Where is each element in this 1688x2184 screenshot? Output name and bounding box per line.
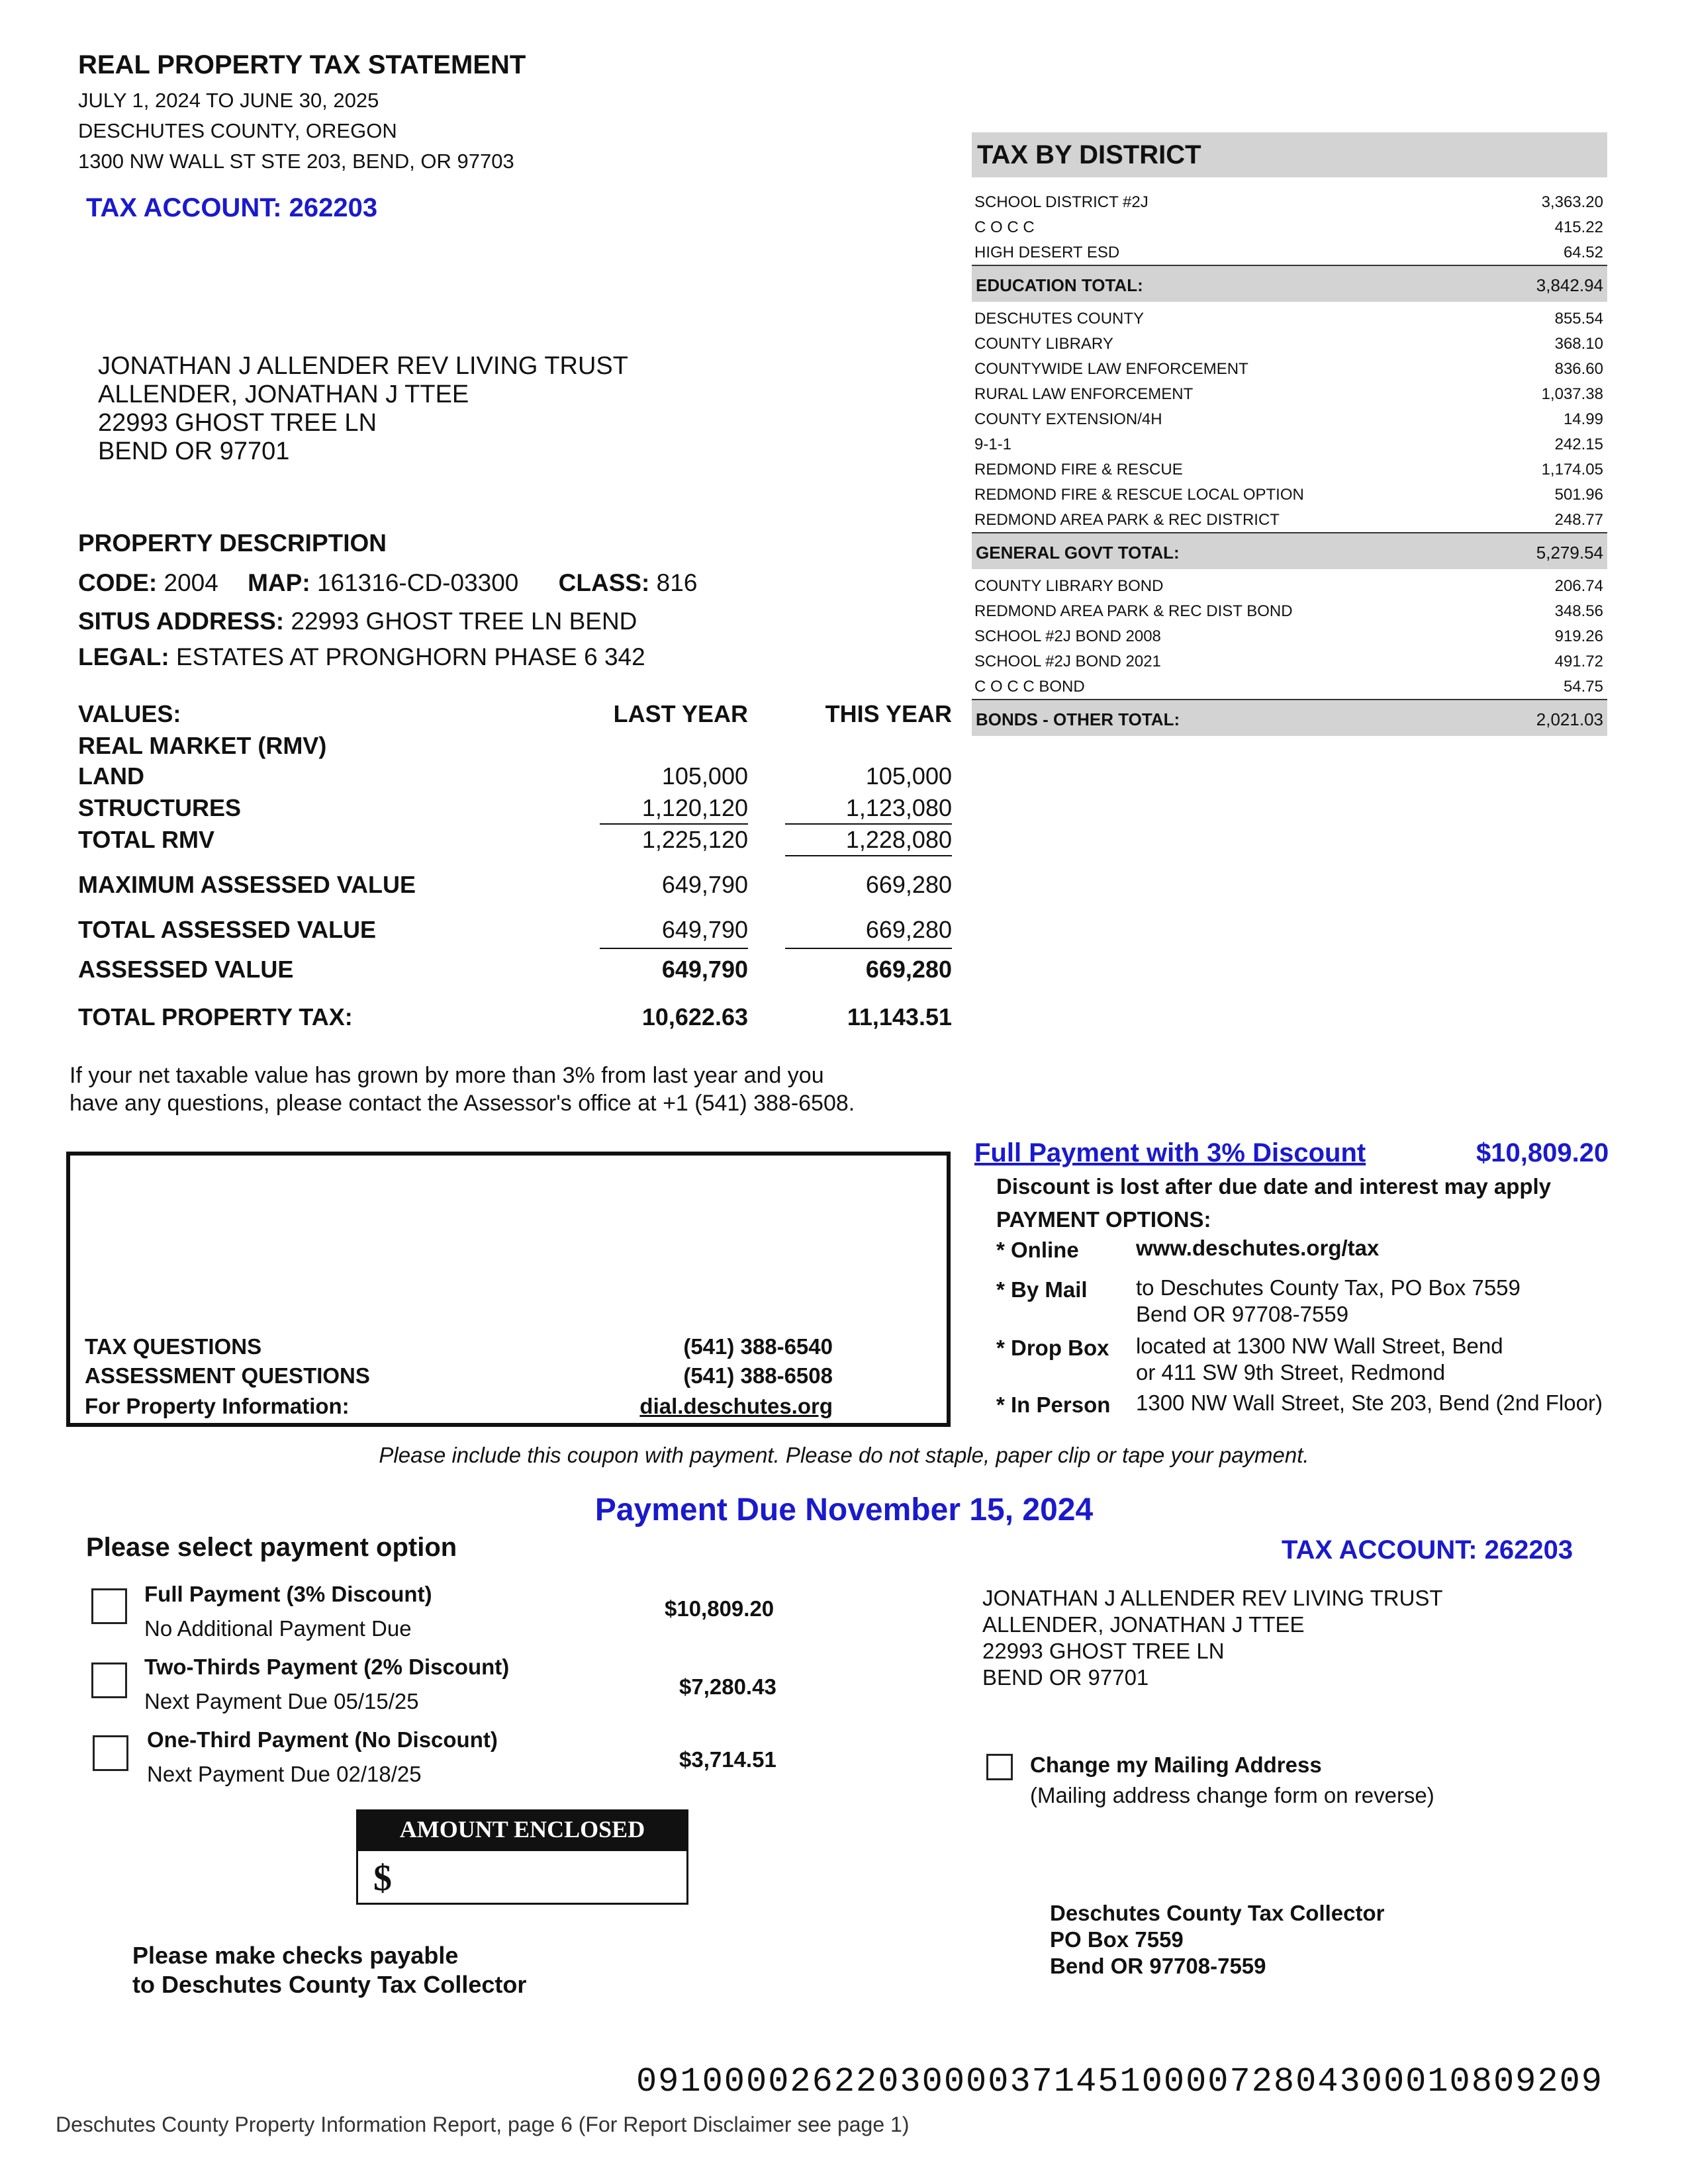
value-row-total-assessed (78, 916, 952, 946)
row-label: MAXIMUM ASSESSED VALUE (78, 871, 416, 898)
drop-box-line-1: located at 1300 NW Wall Street, Bend (1136, 1334, 1503, 1358)
row-label: TOTAL RMV (78, 826, 214, 853)
row-label: ASSESSED VALUE (78, 956, 294, 983)
district-name: SCHOOL #2J BOND 2021 (974, 653, 1161, 670)
situs-address (78, 608, 637, 635)
class-value: 816 (656, 569, 698, 596)
collector-line-1: Deschutes County Tax Collector (1050, 1901, 1385, 1925)
note-line-2: have any questions, please contact the Assessor's office at +1 (541) 388-6508. (70, 1091, 855, 1116)
district-row (974, 649, 1603, 674)
district-row (974, 674, 1603, 699)
option-amount: $10,809.20 (665, 1596, 774, 1621)
total-amount: 3,842.94 (1536, 275, 1603, 295)
district-row (974, 189, 1603, 214)
legal-value: ESTATES AT PRONGHORN PHASE 6 342 (175, 643, 645, 670)
rmv-label: REAL MARKET (RMV) (78, 732, 327, 759)
situs-label: SITUS ADDRESS: (78, 608, 285, 635)
values-label: VALUES: (78, 700, 181, 727)
district-amount: 415.22 (1554, 218, 1603, 236)
dollar-sign: $ (373, 1858, 392, 1899)
last-year-value: 10,622.63 (641, 1003, 748, 1030)
property-info-link[interactable]: dial.deschutes.org (639, 1394, 833, 1418)
this-year-value: 105,000 (865, 762, 952, 790)
district-name: REDMOND AREA PARK & REC DISTRICT (974, 511, 1280, 529)
ocr-scanline: 091000026220300003714510000728043000108092​09 (635, 2062, 1603, 2101)
assessment-questions-label: ASSESSMENT QUESTIONS (85, 1363, 370, 1388)
code-value: 2004 (164, 569, 218, 596)
last-year-value: 1,225,120 (641, 826, 748, 853)
option-subtitle: Next Payment Due 05/15/25 (144, 1689, 419, 1713)
district-amount: 242.15 (1554, 435, 1603, 453)
district-name: COUNTYWIDE LAW ENFORCEMENT (974, 360, 1248, 378)
property-description-title: PROPERTY DESCRIPTION (78, 529, 387, 557)
online-label: * Online (996, 1238, 1079, 1262)
by-mail-label: * By Mail (996, 1277, 1088, 1302)
drop-box-line-2: or 411 SW 9th Street, Redmond (1136, 1360, 1446, 1385)
property-info-label: For Property Information: (85, 1394, 350, 1418)
by-mail-line-1: to Deschutes County Tax, PO Box 7559 (1136, 1275, 1521, 1300)
district-name: SCHOOL DISTRICT #2J (974, 193, 1149, 211)
amount-enclosed-field[interactable] (356, 1849, 688, 1905)
code-label: CODE: (78, 569, 158, 596)
district-row (974, 381, 1603, 406)
district-name: HIGH DESERT ESD (974, 244, 1120, 261)
district-amount: 855.54 (1554, 310, 1603, 328)
by-mail-value (1136, 1275, 1521, 1328)
district-amount: 1,037.38 (1541, 385, 1603, 403)
last-year-value: 105,000 (661, 762, 748, 790)
underline (600, 948, 748, 949)
district-row (974, 482, 1603, 507)
mailing-line-2: ALLENDER, JONATHAN J TTEE (982, 1612, 1305, 1637)
net-value-note (70, 1062, 970, 1117)
district-row (974, 432, 1603, 457)
mailing-line-1: JONATHAN J ALLENDER REV LIVING TRUST (982, 1586, 1443, 1610)
county-address: 1300 NW WALL ST STE 203, BEND, OR 97703 (78, 150, 514, 173)
note-line-1: If your net taxable value has grown by more than 3% from last year and you (70, 1063, 824, 1088)
option-subtitle: Next Payment Due 02/18/25 (147, 1762, 422, 1786)
value-row-structures (78, 794, 952, 825)
full-payment-discount-link[interactable]: Full Payment with 3% Discount (974, 1138, 1366, 1167)
amount-enclosed-header: AMOUNT ENCLOSED (356, 1809, 688, 1849)
last-year-value: 649,790 (661, 956, 748, 983)
row-label: TOTAL ASSESSED VALUE (78, 916, 377, 943)
district-amount: 1,174.05 (1541, 461, 1603, 478)
district-amount: 14.99 (1563, 410, 1603, 428)
district-row (974, 356, 1603, 381)
drop-box-label: * Drop Box (996, 1336, 1109, 1360)
values-header (78, 700, 952, 731)
map-label: MAP: (248, 569, 310, 596)
drop-box-value (1136, 1333, 1503, 1386)
option-amount: $7,280.43 (679, 1674, 776, 1699)
district-row (974, 573, 1603, 598)
row-label: STRUCTURES (78, 794, 242, 821)
district-amount: 919.26 (1554, 627, 1603, 645)
general-govt-total-row (972, 533, 1607, 569)
value-row-total-rmv (78, 826, 952, 856)
district-row (974, 623, 1603, 649)
option-title: One-Third Payment (No Discount) (147, 1727, 498, 1752)
payment-due-date: Payment Due November 15, 2024 (594, 1492, 1094, 1527)
district-row (974, 331, 1603, 356)
mailing-line-4: BEND OR 97701 (982, 1665, 1149, 1690)
map-value: 161316-CD-03300 (316, 569, 519, 596)
this-year-header: THIS YEAR (825, 700, 952, 727)
situs-value: 22993 GHOST TREE LN BEND (291, 608, 637, 635)
district-amount: 64.52 (1563, 244, 1603, 261)
underline (785, 948, 952, 949)
value-row-land (78, 762, 952, 793)
district-row (974, 240, 1603, 265)
district-name: RURAL LAW ENFORCEMENT (974, 385, 1194, 403)
payment-options-title: PAYMENT OPTIONS: (996, 1207, 1211, 1232)
option-amount: $3,714.51 (679, 1747, 776, 1772)
tax-questions-phone: (541) 388-6540 (683, 1334, 833, 1359)
select-payment-option-label: Please select payment option (86, 1533, 457, 1562)
coupon-tax-account: TAX ACCOUNT: 262203 (1282, 1535, 1573, 1565)
collector-line-3: Bend OR 97708-7559 (1050, 1954, 1266, 1978)
rmv-heading (78, 732, 952, 762)
district-amount: 501.96 (1554, 486, 1603, 504)
district-amount: 491.72 (1554, 653, 1603, 670)
district-amount: 54.75 (1563, 678, 1603, 696)
row-label: LAND (78, 762, 144, 790)
this-year-value: 669,280 (865, 916, 952, 943)
district-row (974, 598, 1603, 623)
by-mail-line-2: Bend OR 97708-7559 (1136, 1302, 1349, 1326)
full-payment-checkbox[interactable] (91, 1588, 127, 1624)
owner-line-1: JONATHAN J ALLENDER REV LIVING TRUST (98, 352, 628, 380)
property-codes (78, 569, 697, 597)
district-title: TAX BY DISTRICT (977, 140, 1201, 169)
district-row (974, 457, 1603, 482)
total-amount: 2,021.03 (1536, 709, 1603, 729)
online-url[interactable]: www.deschutes.org/tax (1136, 1236, 1380, 1260)
underline (785, 855, 952, 856)
total-label: BONDS - OTHER TOTAL: (976, 709, 1180, 729)
district-name: COUNTY EXTENSION/4H (974, 410, 1162, 428)
owner-line-3: 22993 GHOST TREE LN (98, 409, 377, 437)
change-address-checkbox[interactable] (986, 1754, 1013, 1780)
district-name: DESCHUTES COUNTY (974, 310, 1145, 328)
checks-payable-line-1: Please make checks payable (132, 1942, 459, 1969)
district-amount: 836.60 (1554, 360, 1603, 378)
district-name: 9-1-1 (974, 435, 1012, 453)
district-amount: 206.74 (1554, 577, 1603, 595)
this-year-value: 669,280 (865, 956, 952, 983)
collector-line-2: PO Box 7559 (1050, 1927, 1184, 1952)
district-amount: 368.10 (1554, 335, 1603, 353)
option-title: Full Payment (3% Discount) (144, 1582, 432, 1606)
last-year-value: 649,790 (661, 916, 748, 943)
total-amount: 5,279.54 (1536, 543, 1603, 563)
row-label: TOTAL PROPERTY TAX: (78, 1003, 353, 1030)
last-year-value: 649,790 (661, 871, 748, 898)
this-year-value: 1,123,080 (845, 794, 952, 821)
full-payment-discount-amount: $10,809.20 (1476, 1138, 1609, 1167)
tax-period: JULY 1, 2024 TO JUNE 30, 2025 (78, 89, 379, 112)
option-title: Two-Thirds Payment (2% Discount) (144, 1655, 510, 1679)
district-name: REDMOND FIRE & RESCUE (974, 461, 1183, 478)
option-subtitle: No Additional Payment Due (144, 1616, 412, 1641)
mailing-line-3: 22993 GHOST TREE LN (982, 1639, 1225, 1663)
bonds-total-row (972, 700, 1607, 736)
assessment-questions-phone: (541) 388-6508 (683, 1363, 833, 1388)
district-name: COUNTY LIBRARY (974, 335, 1113, 353)
legal-label: LEGAL: (78, 643, 169, 670)
value-row-assessed (78, 956, 952, 986)
district-amount: 348.56 (1554, 602, 1603, 620)
change-address-label: Change my Mailing Address (1030, 1752, 1322, 1777)
value-row-total-tax (78, 1003, 952, 1034)
total-label: EDUCATION TOTAL: (976, 275, 1143, 295)
this-year-value: 1,228,080 (845, 826, 952, 853)
legal-description (78, 643, 645, 671)
tax-questions-label: TAX QUESTIONS (85, 1334, 262, 1359)
tax-by-district-header (972, 132, 1607, 177)
coupon-note: Please include this coupon with payment. Please do not staple, paper clip or tape your payment. (379, 1443, 1309, 1467)
district-name: C O C C (974, 218, 1035, 236)
district-name: COUNTY LIBRARY BOND (974, 577, 1164, 595)
two-thirds-payment-checkbox[interactable] (91, 1662, 127, 1698)
district-row (974, 214, 1603, 240)
district-row (974, 306, 1603, 331)
last-year-value: 1,120,120 (641, 794, 748, 821)
district-name: SCHOOL #2J BOND 2008 (974, 627, 1161, 645)
this-year-value: 669,280 (865, 871, 952, 898)
in-person-label: * In Person (996, 1392, 1111, 1417)
county-name: DESCHUTES COUNTY, OREGON (78, 119, 397, 142)
district-amount: 248.77 (1554, 511, 1603, 529)
district-name: REDMOND AREA PARK & REC DIST BOND (974, 602, 1293, 620)
page-footer: Deschutes County Property Information Report, page 6 (For Report Disclaimer see page 1) (56, 2113, 910, 2136)
checks-payable-line-2: to Deschutes County Tax Collector (132, 1971, 527, 1998)
change-address-note: (Mailing address change form on reverse) (1030, 1783, 1434, 1807)
value-row-max-assessed (78, 871, 952, 901)
this-year-value: 11,143.51 (847, 1003, 952, 1030)
in-person-value: 1300 NW Wall Street, Ste 203, Bend (2nd Floor) (1136, 1390, 1603, 1415)
district-name: REDMOND FIRE & RESCUE LOCAL OPTION (974, 486, 1304, 504)
district-row (974, 406, 1603, 432)
total-label: GENERAL GOVT TOTAL: (976, 543, 1180, 563)
last-year-header: LAST YEAR (613, 700, 748, 727)
district-row (974, 507, 1603, 532)
document-title: REAL PROPERTY TAX STATEMENT (78, 50, 526, 79)
owner-line-2: ALLENDER, JONATHAN J TTEE (98, 381, 469, 408)
tax-account-number: TAX ACCOUNT: 262203 (86, 193, 378, 222)
education-total-row (972, 266, 1607, 302)
district-amount: 3,363.20 (1541, 193, 1603, 211)
underline (785, 823, 952, 825)
district-name: C O C C BOND (974, 678, 1085, 696)
discount-note: Discount is lost after due date and interest may apply (996, 1174, 1552, 1199)
one-third-payment-checkbox[interactable] (93, 1735, 128, 1771)
class-label: CLASS: (558, 569, 650, 596)
owner-line-4: BEND OR 97701 (98, 437, 290, 465)
underline (600, 823, 748, 825)
